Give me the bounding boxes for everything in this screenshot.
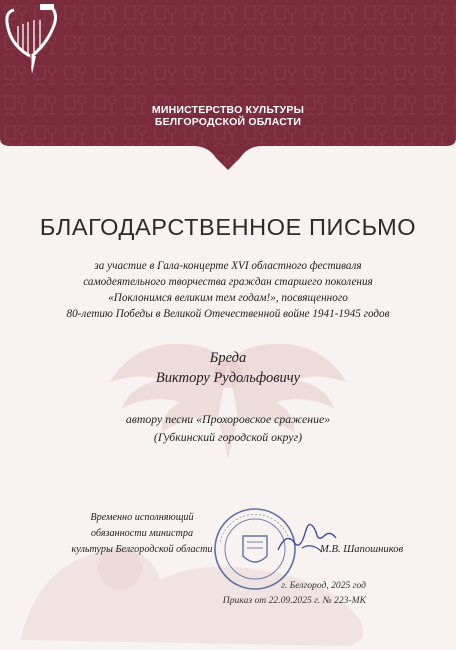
body-line-3: «Поклонимся великим тем годам!», посвященного	[108, 292, 348, 304]
header-background	[0, 0, 456, 172]
ministry-name-line2: БЕЛГОРОДСКОЙ ОБЛАСТИ	[154, 116, 302, 128]
header-band	[0, 0, 456, 172]
body-line-4: 80-летию Победы в Великой Отечественной войне 1941-1945 годов	[66, 308, 390, 320]
signatory-title-line1: Временно исполняющий	[90, 512, 194, 523]
recipient-district: (Губкинский городской округ)	[153, 430, 303, 444]
order-reference: Приказ от 22.09.2025 г. № 223-МК	[222, 595, 366, 606]
recipient-surname: Бреда	[209, 350, 247, 366]
body-line-2: самодеятельного творчества граждан старшего поколения	[83, 276, 373, 288]
place-and-year: г. Белгород, 2025 год	[281, 580, 366, 591]
body-line-1: за участие в Гала-концерте XVI областного фестиваля	[94, 260, 362, 272]
recipient-given-names: Виктору Рудольфовичу	[155, 370, 301, 386]
signatory-title-line2: обязанности министра	[90, 528, 194, 539]
ministry-name-line1: МИНИСТЕРСТВО КУЛЬТУРЫ	[151, 104, 305, 116]
signatory-title-line3: культуры Белгородской области	[71, 544, 213, 555]
document-title: БЛАГОДАРСТВЕННОЕ ПИСЬМО	[39, 214, 417, 240]
lyre-logo-icon	[0, 0, 62, 78]
signatory-name: М.В. Шапошников	[320, 544, 404, 555]
recipient-role: автору песни «Прохоровское сражение»	[125, 412, 331, 426]
